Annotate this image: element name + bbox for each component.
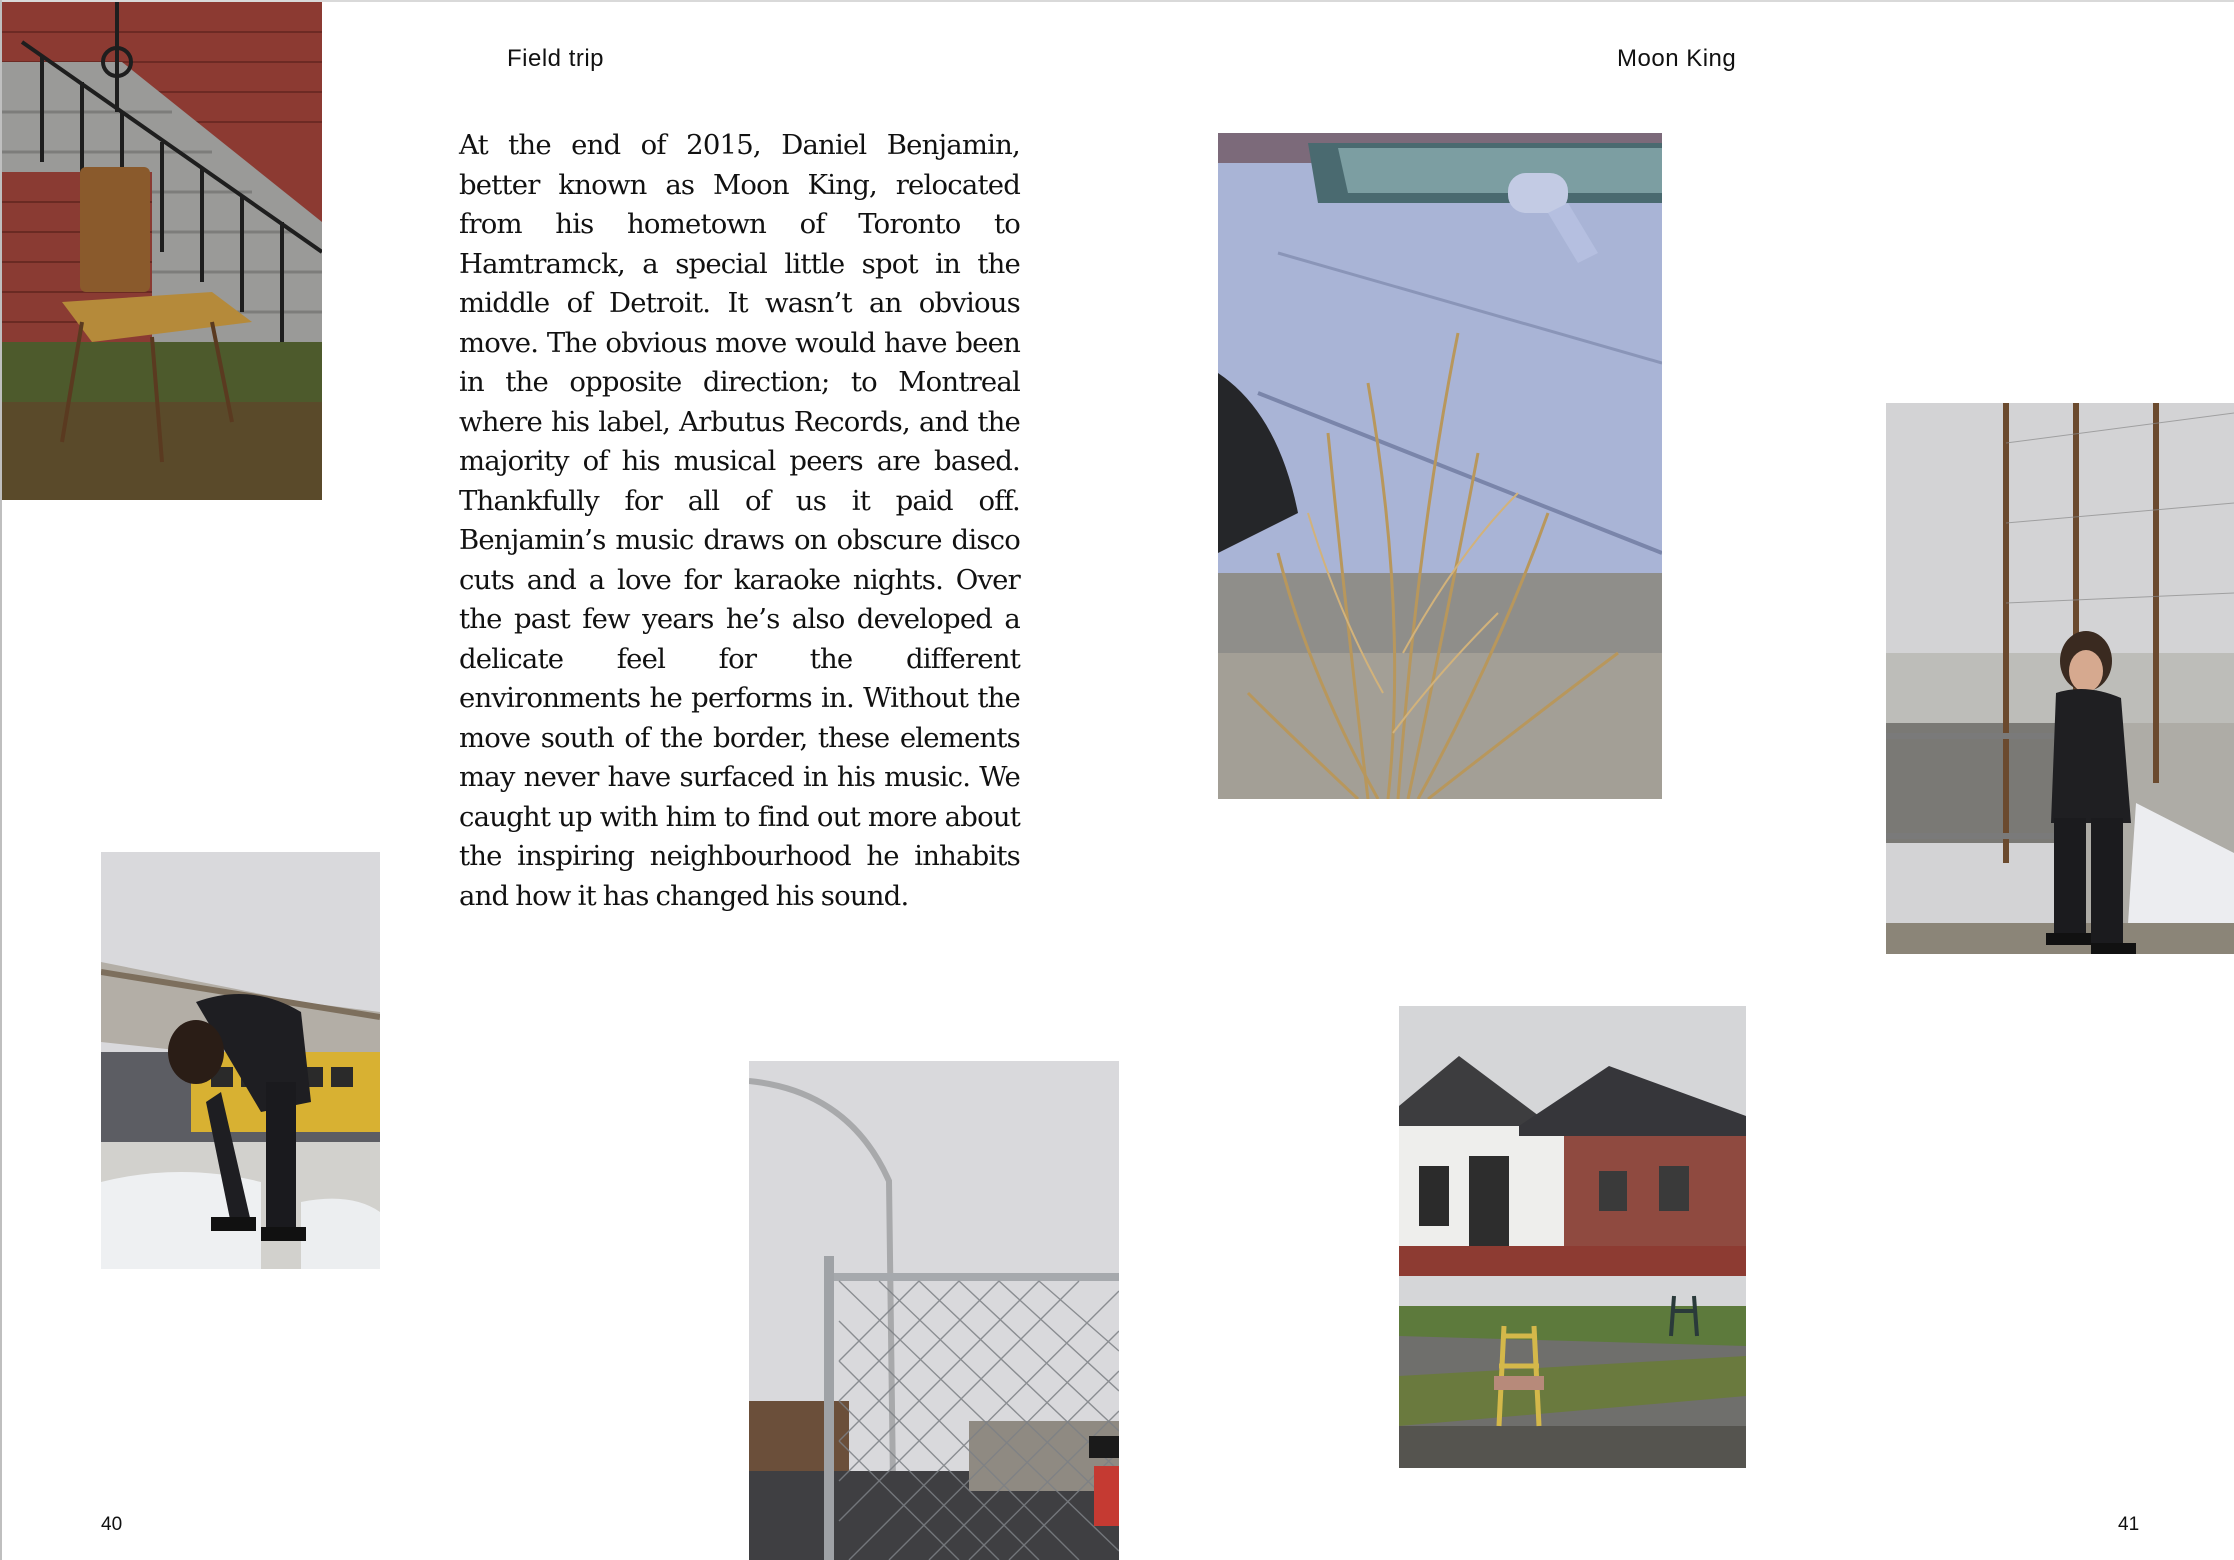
houses-with-chairs-photo bbox=[1399, 1006, 1746, 1468]
article-intro-text: At the end of 2015, Daniel Benjamin, better known as Moon King, relocated from his hometown of Toronto to Hamtramck, a special little spot in the middle of Detroit. It wasn’t an obvious move. The obvious move would have been in the opposite direction; to Montreal where his label, Arbutus Records, and the majority of his musical peers are based. Thankfully for all of us it paid off. Benjamin’s music draws on obscure disco cuts and a love for karaoke nights. Over the past few years he’s also developed a delicate feel for the different environments he performs in. Without the move south of the border, these elements may never have surfaced in his music. We caught up with him to find out more about the inspiring neighbourhood he inhabits and how it has changed his sound. bbox=[459, 129, 1020, 912]
section-header: Field trip bbox=[507, 45, 605, 72]
top-edge-rule bbox=[0, 0, 2234, 2]
page-number-left: 40 bbox=[101, 1514, 123, 1535]
chainlink-fence-streetlight-photo bbox=[749, 1061, 1119, 1560]
chair-by-stairs-photo bbox=[2, 2, 322, 500]
blue-car-weeds-photo bbox=[1218, 133, 1662, 799]
article-title-header: Moon King bbox=[1617, 45, 1737, 72]
man-bending-school-bus-photo bbox=[101, 852, 380, 1269]
page-number-right: 41 bbox=[2118, 1514, 2140, 1535]
man-by-fence-photo bbox=[1886, 403, 2234, 954]
